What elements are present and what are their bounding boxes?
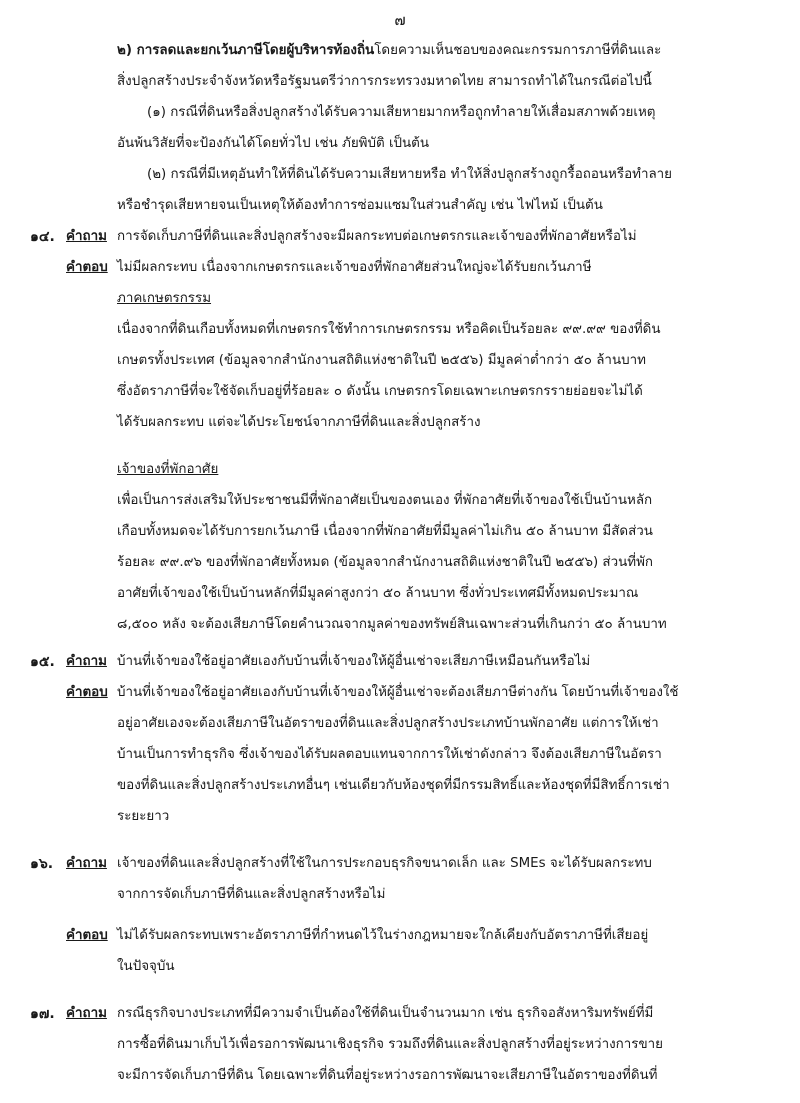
q14-agri-line-3: ซึ่งอัตราภาษีที่จะใช้จัดเก็บอยู่ที่ร้อยละ ๐ ดังนั้น เกษตรกรโดยเฉพาะเกษตรกรรายย่อยจะไม่ได้ (117, 384, 643, 399)
case2-line-1: (๒) กรณีที่มีเหตุอันทำให้ที่ดินได้รับความเสียหายหรือ ทำให้สิ่งปลูกสร้างถูกรื้อถอนหรือทำลาย (147, 167, 673, 182)
q15-question-label: คำถาม (66, 654, 107, 669)
page-number: ๗ (394, 11, 406, 29)
q17-question-line-2: การซื้อที่ดินมาเก็บไว้เพื่อรอการพัฒนาเชิงธุรกิจ รวมถึงที่ดินและสิ่งปลูกสร้างที่อยู่ระหว่างการขาย (117, 1037, 663, 1052)
case2-line-2: หรือชำรุดเสียหายจนเป็นเหตุให้ต้องทำการซ่อมแซมในส่วนสำคัญ เช่น ไฟไหม้ เป็นต้น (117, 198, 603, 213)
q15-answer-line-4: ของที่ดินและสิ่งปลูกสร้างประเภทอื่นๆ เช่นเดียวกับห้องชุดที่มีกรรมสิทธิ์และห้องชุดที่มีสิทธิ์การเช่า (117, 778, 670, 793)
q15-answer-line-2: อยู่อาศัยเองจะต้องเสียภาษีในอัตราของที่ดินและสิ่งปลูกสร้างประเภทบ้านพักอาศัย แต่การให้เช่า (117, 716, 659, 731)
q17-question-label: คำถาม (66, 1006, 107, 1021)
q16-answer-label: คำตอบ (66, 928, 108, 943)
q17-number: ๑๗. (30, 1006, 55, 1022)
q16-question-line-2: จากการจัดเก็บภาษีที่ดินและสิ่งปลูกสร้างหรือไม่ (117, 887, 386, 902)
q14-residence-line-2: เกือบทั้งหมดจะได้รับการยกเว้นภาษี เนื่องจากที่พักอาศัยที่มีมูลค่าไม่เกิน ๕๐ ล้านบาท มีสัดส่วน (117, 524, 653, 539)
q17-question-line-3: จะมีการจัดเก็บภาษีที่ดิน โดยเฉพาะที่ดินที่อยู่ระหว่างรอการพัฒนาจะเสียภาษีในอัตราของที่ดินที่ (117, 1068, 658, 1083)
q14-agri-line-2: เกษตรทั้งประเทศ (ข้อมูลจากสำนักงานสถิติแห่งชาติในปี ๒๕๕๖) มีมูลค่าต่ำกว่า ๕๐ ล้านบาท (117, 353, 646, 368)
section2-heading: ๒) การลดและยกเว้นภาษีโดยผู้บริหารท้องถิ่น (117, 43, 375, 58)
q15-number: ๑๕. (30, 654, 55, 670)
q16-answer-line-2: ในปัจจุบัน (117, 959, 175, 974)
q16-answer-line-1: ไม่ได้รับผลกระทบเพราะอัตราภาษีที่กำหนดไว้ในร่างกฎหมายจะใกล้เคียงกับอัตราภาษีที่เสียอยู่ (117, 928, 649, 943)
q15-answer-line-5: ระยะยาว (117, 809, 170, 824)
case1-line-2: อันพ้นวิสัยที่จะป้องกันได้โดยทั่วไป เช่น ภัยพิบัติ เป็นต้น (117, 136, 430, 151)
q15-answer-label: คำตอบ (66, 685, 108, 700)
q14-answer-text: ไม่มีผลกระทบ เนื่องจากเกษตรกรและเจ้าของที่พักอาศัยส่วนใหญ่จะได้รับยกเว้นภาษี (117, 260, 592, 275)
section2-l1-text: โดยความเห็นชอบของคณะกรรมการภาษีที่ดินและ (374, 43, 662, 58)
q14-residence-line-1: เพื่อเป็นการส่งเสริมให้ประชาชนมีที่พักอาศัยเป็นของตนเอง ที่พักอาศัยที่เจ้าของใช้เป็นบ้านหลัก (117, 493, 653, 508)
q15-answer-line-3: บ้านเป็นการทำธุรกิจ ซึ่งเจ้าของได้รับผลตอบแทนจากการให้เช่าดังกล่าว จึงต้องเสียภาษีในอัตรา (117, 747, 662, 762)
case1-line-1: (๑) กรณีที่ดินหรือสิ่งปลูกสร้างได้รับความเสียหายมากหรือถูกทำลายให้เสื่อมสภาพด้วยเหตุ (147, 105, 656, 120)
q15-answer-line-1: บ้านที่เจ้าของใช้อยู่อาศัยเองกับบ้านที่เจ้าของให้ผู้อื่นเช่าจะต้องเสียภาษีต่างกัน โดยบ้านที่เจ้าของใช้ (117, 685, 679, 700)
q16-question-line-1: เจ้าของที่ดินและสิ่งปลูกสร้างที่ใช้ในการประกอบธุรกิจขนาดเล็ก และ SMEs จะได้รับผลกระทบ (117, 856, 652, 871)
q17-question-line-1: กรณีธุรกิจบางประเภทที่มีความจำเป็นต้องใช้ที่ดินเป็นจำนวนมาก เช่น ธุรกิจอสังหาริมทรัพย์ที่มี (117, 1006, 654, 1021)
q14-residence-line-5: ๘,๕๐๐ หลัง จะต้องเสียภาษีโดยคำนวณจากมูลค่าของทรัพย์สินเฉพาะส่วนที่เกินกว่า ๕๐ ล้านบาท (117, 617, 667, 632)
q14-answer-label: คำตอบ (66, 260, 108, 275)
q14-number: ๑๔. (30, 229, 55, 245)
q14-residence-line-3: ร้อยละ ๙๙.๙๖ ของที่พักอาศัยทั้งหมด (ข้อมูลจากสำนักงานสถิติแห่งชาติในปี ๒๕๕๖) ส่วนที่พัก (117, 555, 654, 570)
q14-agri-line-4: ได้รับผลกระทบ แต่จะได้ประโยชน์จากภาษีที่ดินและสิ่งปลูกสร้าง (117, 415, 481, 430)
q14-question-text: การจัดเก็บภาษีที่ดินและสิ่งปลูกสร้างจะมีผลกระทบต่อเกษตรกรและเจ้าของที่พักอาศัยหรือไม่ (117, 229, 637, 244)
q14-residence-line-4: อาศัยที่เจ้าของใช้เป็นบ้านหลักที่มีมูลค่าสูงกว่า ๕๐ ล้านบาท ซึ่งทั่วประเทศมีทั้งหมดประมาณ (117, 586, 639, 601)
q14-agri-line-1: เนื่องจากที่ดินเกือบทั้งหมดที่เกษตรกรใช้ทำการเกษตรกรรม หรือคิดเป็นร้อยละ ๙๙.๙๙ ของที่ดิน (117, 322, 661, 337)
q16-question-label: คำถาม (66, 856, 107, 871)
q14-residence-title: เจ้าของที่พักอาศัย (117, 462, 219, 477)
q14-agri-title: ภาคเกษตรกรรม (117, 291, 212, 306)
q16-number: ๑๖. (30, 856, 54, 872)
q15-question-text: บ้านที่เจ้าของใช้อยู่อาศัยเองกับบ้านที่เจ้าของให้ผู้อื่นเช่าจะเสียภาษีเหมือนกันหรือไม่ (117, 654, 591, 669)
section2-line-2: สิ่งปลูกสร้างประจำจังหวัดหรือรัฐมนตรีว่าการกระทรวงมหาดไทย สามารถทำได้ในกรณีต่อไปนี้ (117, 74, 652, 89)
section2-line-1 (117, 41, 661, 61)
q14-question-label: คำถาม (66, 229, 107, 244)
